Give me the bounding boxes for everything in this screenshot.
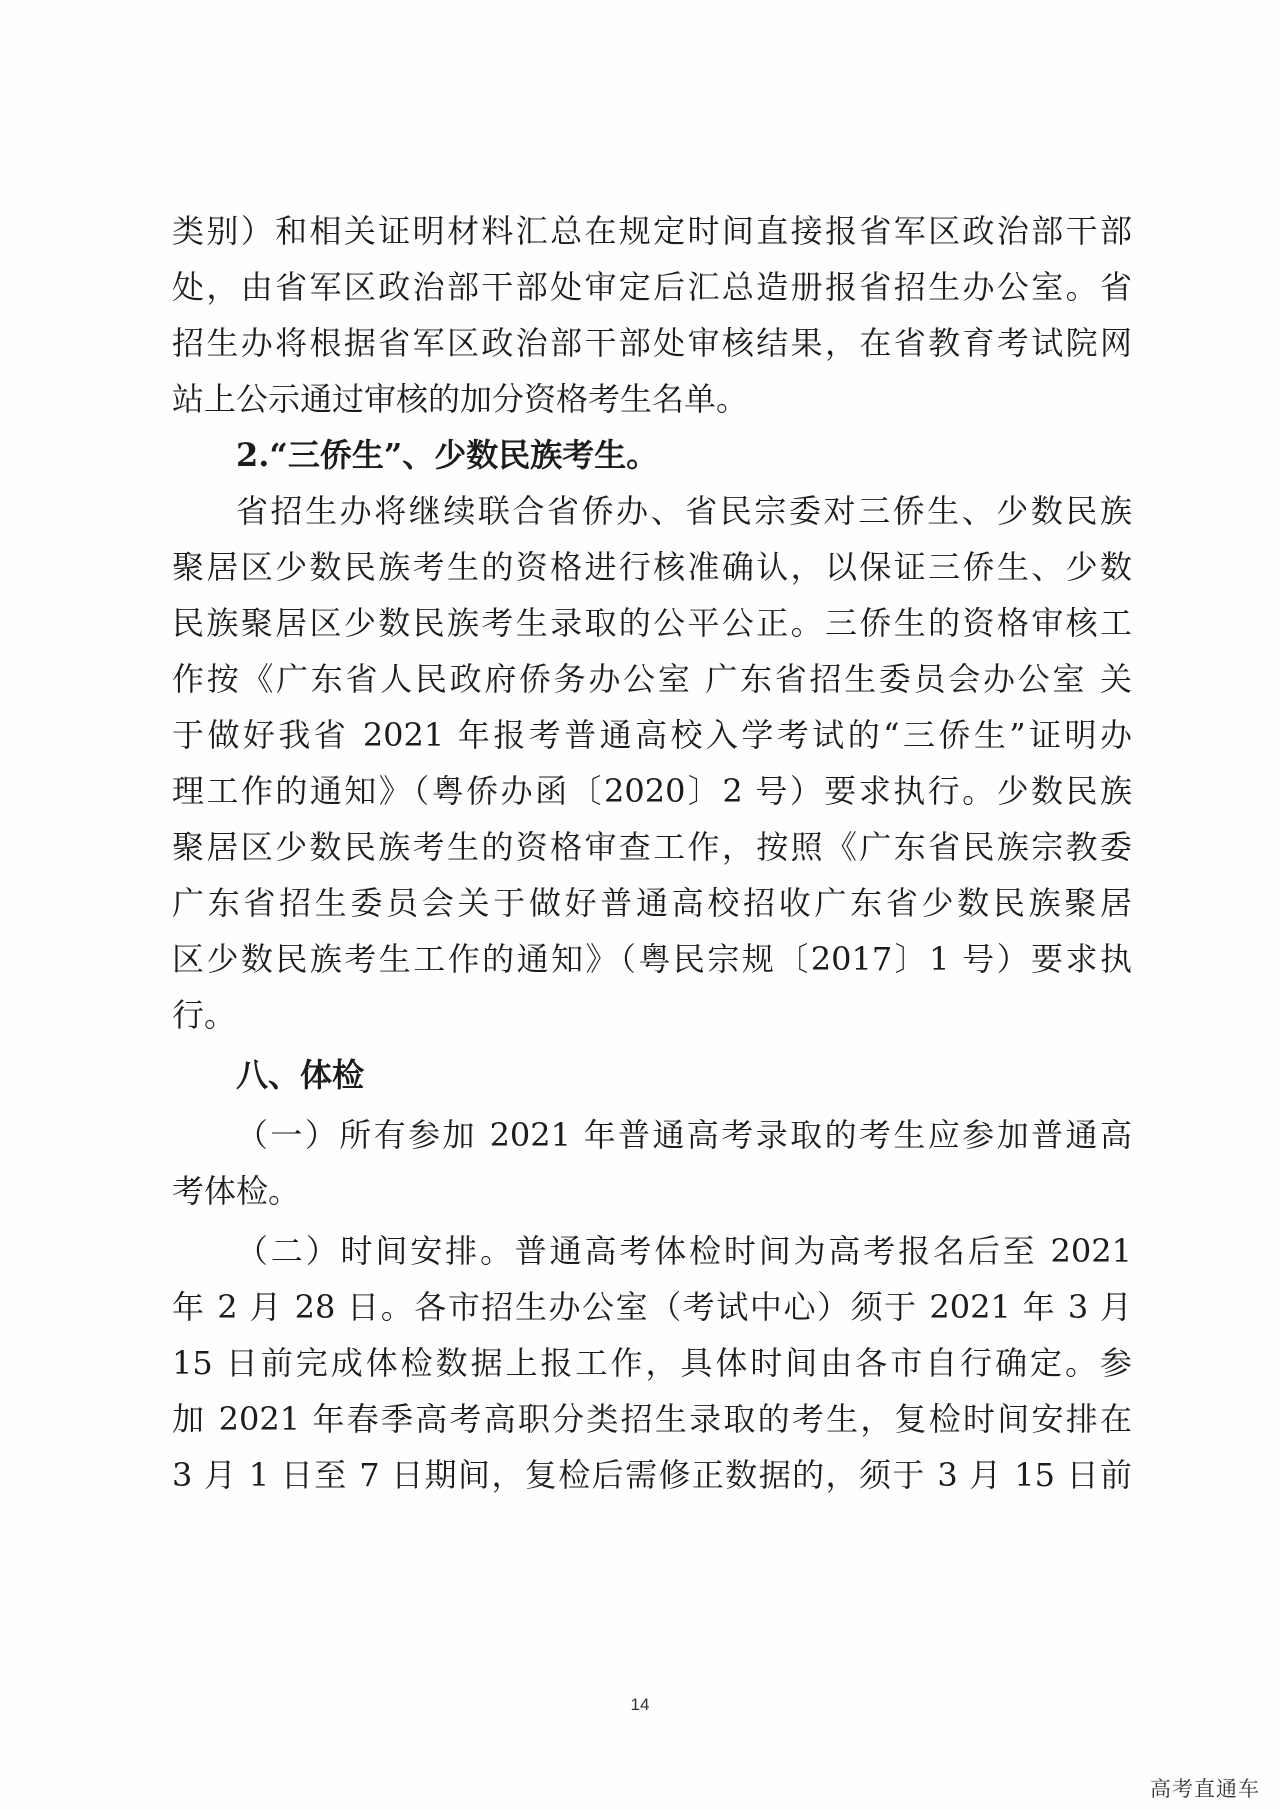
body-text-line: 区少数民族考生工作的通知》（粤民宗规〔2017〕1 号）要求执	[172, 940, 1132, 978]
body-text-line: 省招生办将继续联合省侨办、省民宗委对三侨生、少数民族	[236, 492, 1132, 530]
page-number: 14	[630, 1695, 650, 1714]
body-text-line: 加 2021 年春季高考高职分类招生录取的考生，复检时间安排在	[172, 1400, 1132, 1438]
body-text-line: 类别）和相关证明材料汇总在规定时间直接报省军区政治部干部	[172, 212, 1132, 250]
body-text-line: （二）时间安排。普通高考体检时间为高考报名后至 2021	[236, 1232, 1132, 1270]
body-text-line: （一）所有参加 2021 年普通高考录取的考生应参加普通高	[236, 1116, 1132, 1154]
body-text-line: 考体检。	[172, 1172, 301, 1210]
body-text-line: 15 日前完成体检数据上报工作，具体时间由各市自行确定。参	[172, 1344, 1132, 1382]
body-text-line: 站上公示通过审核的加分资格考生名单。	[172, 380, 749, 418]
watermark: 高考直通车	[1150, 1777, 1260, 1801]
body-text-line: 聚居区少数民族考生的资格审查工作，按照《广东省民族宗教委	[172, 828, 1132, 866]
body-text-line: 广东省招生委员会关于做好普通高校招收广东省少数民族聚居	[172, 884, 1132, 922]
body-text-line: 年 2 月 28 日。各市招生办公室（考试中心）须于 2021 年 3 月	[172, 1288, 1132, 1326]
body-text-line: 招生办将根据省军区政治部干部处审核结果，在省教育考试院网	[172, 324, 1132, 362]
body-text-line: 聚居区少数民族考生的资格进行核准确认，以保证三侨生、少数	[172, 548, 1132, 586]
body-text-line: 作按《广东省人民政府侨务办公室 广东省招生委员会办公室 关	[172, 660, 1132, 698]
section-heading: 八、体检	[236, 1056, 365, 1094]
body-text-line: 理工作的通知》（粤侨办函〔2020〕2 号）要求执行。少数民族	[172, 772, 1132, 810]
body-text-line: 民族聚居区少数民族考生录取的公平公正。三侨生的资格审核工	[172, 604, 1132, 642]
body-text-line: 3 月 1 日至 7 日期间，复检后需修正数据的，须于 3 月 15 日前	[172, 1456, 1132, 1494]
body-text-line: 处，由省军区政治部干部处审定后汇总造册报省招生办公室。省	[172, 268, 1132, 306]
body-text-line: 行。	[172, 996, 237, 1034]
body-text-line: 于做好我省 2021 年报考普通高校入学考试的“三侨生”证明办	[172, 716, 1132, 754]
subsection-heading: 2.“三侨生”、少数民族考生。	[236, 436, 659, 474]
